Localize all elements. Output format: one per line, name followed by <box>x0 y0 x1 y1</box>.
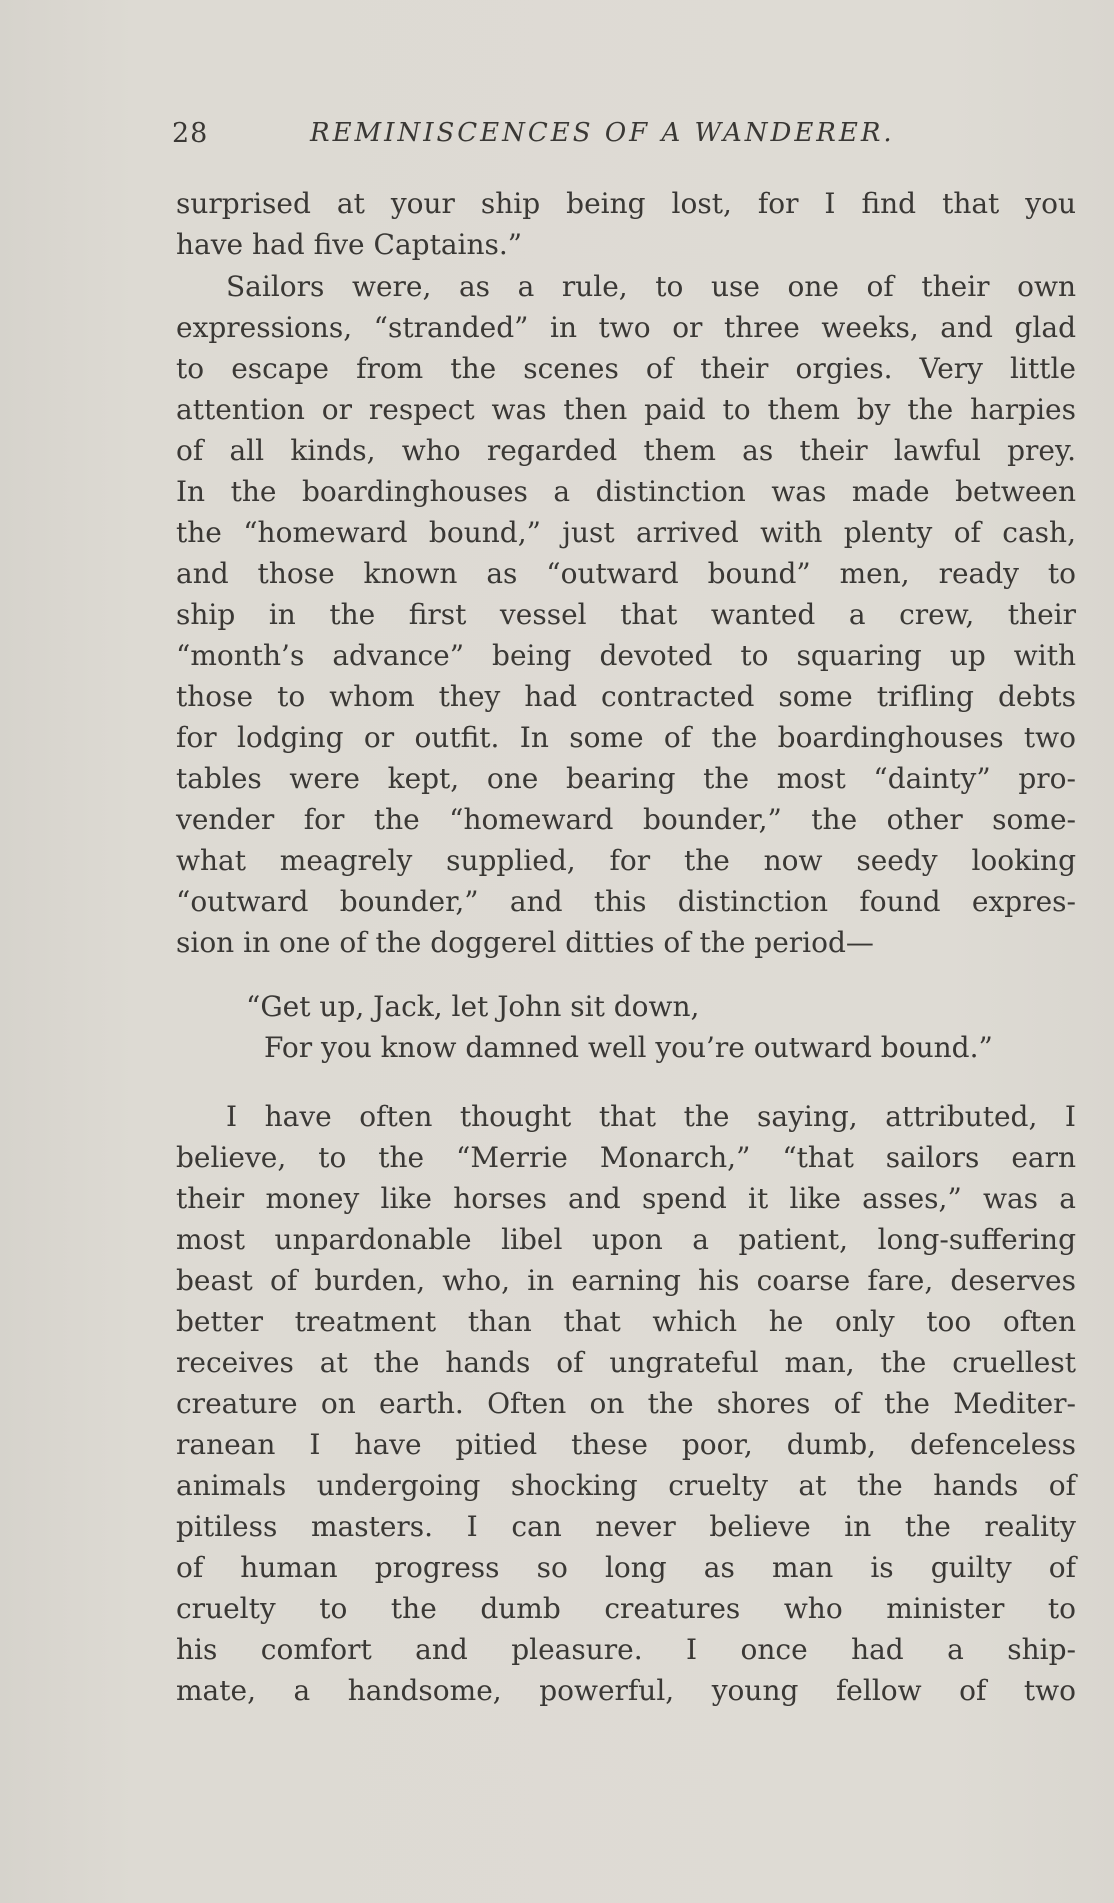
text-line: I have often thought that the saying, attributed, I <box>226 1100 1076 1133</box>
text-line: receives at the hands of ungrateful man, the cruellest <box>176 1346 1076 1379</box>
running-title: REMINISCENCES OF A WANDERER. <box>310 118 895 148</box>
text-line: animals undergoing shocking cruelty at the hands of <box>176 1469 1076 1502</box>
text-line: attention or respect was then paid to them by the harpies <box>176 393 1076 426</box>
text-line: most unpardonable libel upon a patient, long-suffering <box>176 1223 1076 1256</box>
page-header <box>172 118 1080 158</box>
text-line: Sailors were, as a rule, to use one of their own <box>226 270 1076 303</box>
text-line: surprised at your ship being lost, for I find that you <box>176 187 1076 220</box>
text-line: sion in one of the doggerel ditties of the period— <box>176 926 874 959</box>
verse-line: For you know damned well you’re outward bound.” <box>264 1031 993 1064</box>
text-line: “month’s advance” being devoted to squaring up with <box>176 639 1076 672</box>
text-line: In the boardinghouses a distinction was made between <box>176 475 1076 508</box>
text-line: cruelty to the dumb creatures who minister to <box>176 1592 1076 1625</box>
text-line: pitiless masters. I can never believe in the reality <box>176 1510 1076 1543</box>
page-number: 28 <box>172 118 209 149</box>
text-line: their money like horses and spend it like asses,” was a <box>176 1182 1076 1215</box>
text-line: have had five Captains.” <box>176 228 523 261</box>
text-line: mate, a handsome, powerful, young fellow of two <box>176 1674 1076 1707</box>
text-line: for lodging or outfit. In some of the boardinghouses two <box>176 721 1076 754</box>
text-line: those to whom they had contracted some trifling debts <box>176 680 1076 713</box>
text-line: his comfort and pleasure. I once had a ship- <box>176 1633 1076 1666</box>
text-line: ranean I have pitied these poor, dumb, defenceless <box>176 1428 1076 1461</box>
text-line: “outward bounder,” and this distinction found expres- <box>176 885 1076 918</box>
text-line: ship in the first vessel that wanted a crew, their <box>176 598 1076 631</box>
text-line: better treatment than that which he only too often <box>176 1305 1076 1338</box>
text-line: the “homeward bound,” just arrived with plenty of cash, <box>176 516 1076 549</box>
text-line: what meagrely supplied, for the now seedy looking <box>176 844 1076 877</box>
text-line: of all kinds, who regarded them as their lawful prey. <box>176 434 1076 467</box>
verse-line: “Get up, Jack, let John sit down, <box>246 990 700 1023</box>
text-line: creature on earth. Often on the shores of the Mediter- <box>176 1387 1076 1420</box>
text-line: believe, to the “Merrie Monarch,” “that sailors earn <box>176 1141 1076 1174</box>
text-line: expressions, “stranded” in two or three weeks, and glad <box>176 311 1076 344</box>
text-line: beast of burden, who, in earning his coarse fare, deserves <box>176 1264 1076 1297</box>
text-line: and those known as “outward bound” men, ready to <box>176 557 1076 590</box>
text-line: to escape from the scenes of their orgies. Very little <box>176 352 1076 385</box>
text-line: vender for the “homeward bounder,” the other some- <box>176 803 1076 836</box>
text-line: of human progress so long as man is guilty of <box>176 1551 1076 1584</box>
text-line: tables were kept, one bearing the most “dainty” pro- <box>176 762 1076 795</box>
